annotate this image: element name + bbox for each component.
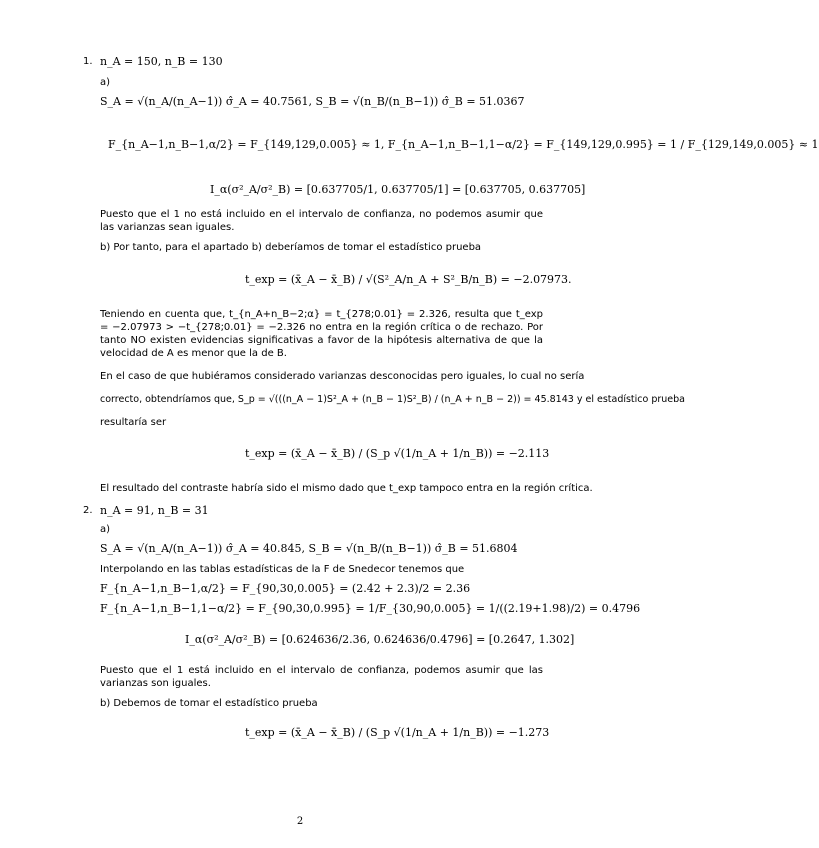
- problem-1-number: 1.: [83, 56, 93, 67]
- problem-1-part-b-intro: b) Por tanto, para el apartado b) deberíamos de tomar el estadístico prueba: [100, 242, 482, 253]
- problem-1-f-equation: F_{n_A−1,n_B−1,α/2} = F_{149,129,0.005} ≈ 1, F_{n_A−1,n_B−1,1−α/2} = F_{149,129,0.995} = 1 / F_{129,149,0.005} ≈ 1: [108, 138, 819, 151]
- problem-1-interval-equation: I_α(σ²_A/σ²_B) = [0.637705/1, 0.637705/1] = [0.637705, 0.637705]: [210, 183, 586, 196]
- problem-1-paragraph-b2-line2: correcto, obtendríamos que, S_p = √(((n_A − 1)S²_A + (n_B − 1)S²_B) / (n_A + n_B − 2)) = 45.8143 y el estadístico prueba: [100, 394, 686, 405]
- problem-1-std-equation: S_A = √(n_A/(n_A−1)) σ̂_A = 40.7561, S_B = √(n_B/(n_B−1)) σ̂_B = 51.0367: [100, 95, 525, 108]
- problem-2-part-b-intro: b) Debemos de tomar el estadístico prueba: [100, 698, 318, 709]
- problem-1-paragraph-b2-line3: resultaría ser: [100, 417, 167, 428]
- problem-1-t-statistic: t_exp = (x̄_A − x̄_B) / √(S²_A/n_A + S²_B/n_B) = −2.07973.: [245, 273, 572, 286]
- problem-2-interval-equation: I_α(σ²_A/σ²_B) = [0.624636/2.36, 0.624636/0.4796] = [0.2647, 1.302]: [185, 633, 575, 646]
- problem-1-given: n_A = 150, n_B = 130: [100, 55, 223, 68]
- problem-2-interpolation-text: Interpolando en las tablas estadísticas de la F de Snedecor tenemos que: [100, 564, 465, 575]
- problem-2-f-equation-2: F_{n_A−1,n_B−1,1−α/2} = F_{90,30,0.995} = 1/F_{30,90,0.005} = 1/((2.19+1.98)/2) = 0.4796: [100, 602, 641, 615]
- problem-1-paragraph-b1: Teniendo en cuenta que, t_{n_A+n_B−2;α} = t_{278;0.01} = 2.326, resulta que t_exp = −2.07973 > −t_{278;0.01} = −2.326 no entra en la región crítica o de rechazo. Por tanto NO existen evidencias significativas a favor de la hipótesis alternativa de que la velocidad de A es menor que la de B.: [100, 309, 543, 359]
- problem-1-part-a-label: a): [100, 77, 111, 88]
- problem-2-number: 2.: [83, 505, 93, 516]
- problem-1-final-remark: El resultado del contraste habría sido el mismo dado que t_exp tampoco entra en la región crítica.: [100, 483, 593, 494]
- problem-2-f-equation-1: F_{n_A−1,n_B−1,α/2} = F_{90,30,0.005} = (2.42 + 2.3)/2 = 2.36: [100, 582, 471, 595]
- problem-2-conclusion-a: Puesto que el 1 está incluido en el intervalo de confianza, podemos asumir que las varianzas son iguales.: [100, 665, 543, 689]
- problem-1-conclusion-a: Puesto que el 1 no está incluido en el intervalo de confianza, no podemos asumir que las varianzas sean iguales.: [100, 209, 543, 233]
- page-number: 2: [296, 816, 304, 827]
- problem-2-part-a-label: a): [100, 524, 111, 535]
- problem-1-t-statistic-pooled: t_exp = (x̄_A − x̄_B) / (S_p √(1/n_A + 1/n_B)) = −2.113: [245, 447, 550, 460]
- problem-2-given: n_A = 91, n_B = 31: [100, 504, 209, 517]
- problem-1-paragraph-b2-line1: En el caso de que hubiéramos considerado varianzas desconocidas pero iguales, lo cual no sería: [100, 371, 585, 382]
- problem-2-t-statistic: t_exp = (x̄_A − x̄_B) / (S_p √(1/n_A + 1/n_B)) = −1.273: [245, 726, 550, 739]
- problem-2-std-equation: S_A = √(n_A/(n_A−1)) σ̂_A = 40.845, S_B = √(n_B/(n_B−1)) σ̂_B = 51.6804: [100, 542, 518, 555]
